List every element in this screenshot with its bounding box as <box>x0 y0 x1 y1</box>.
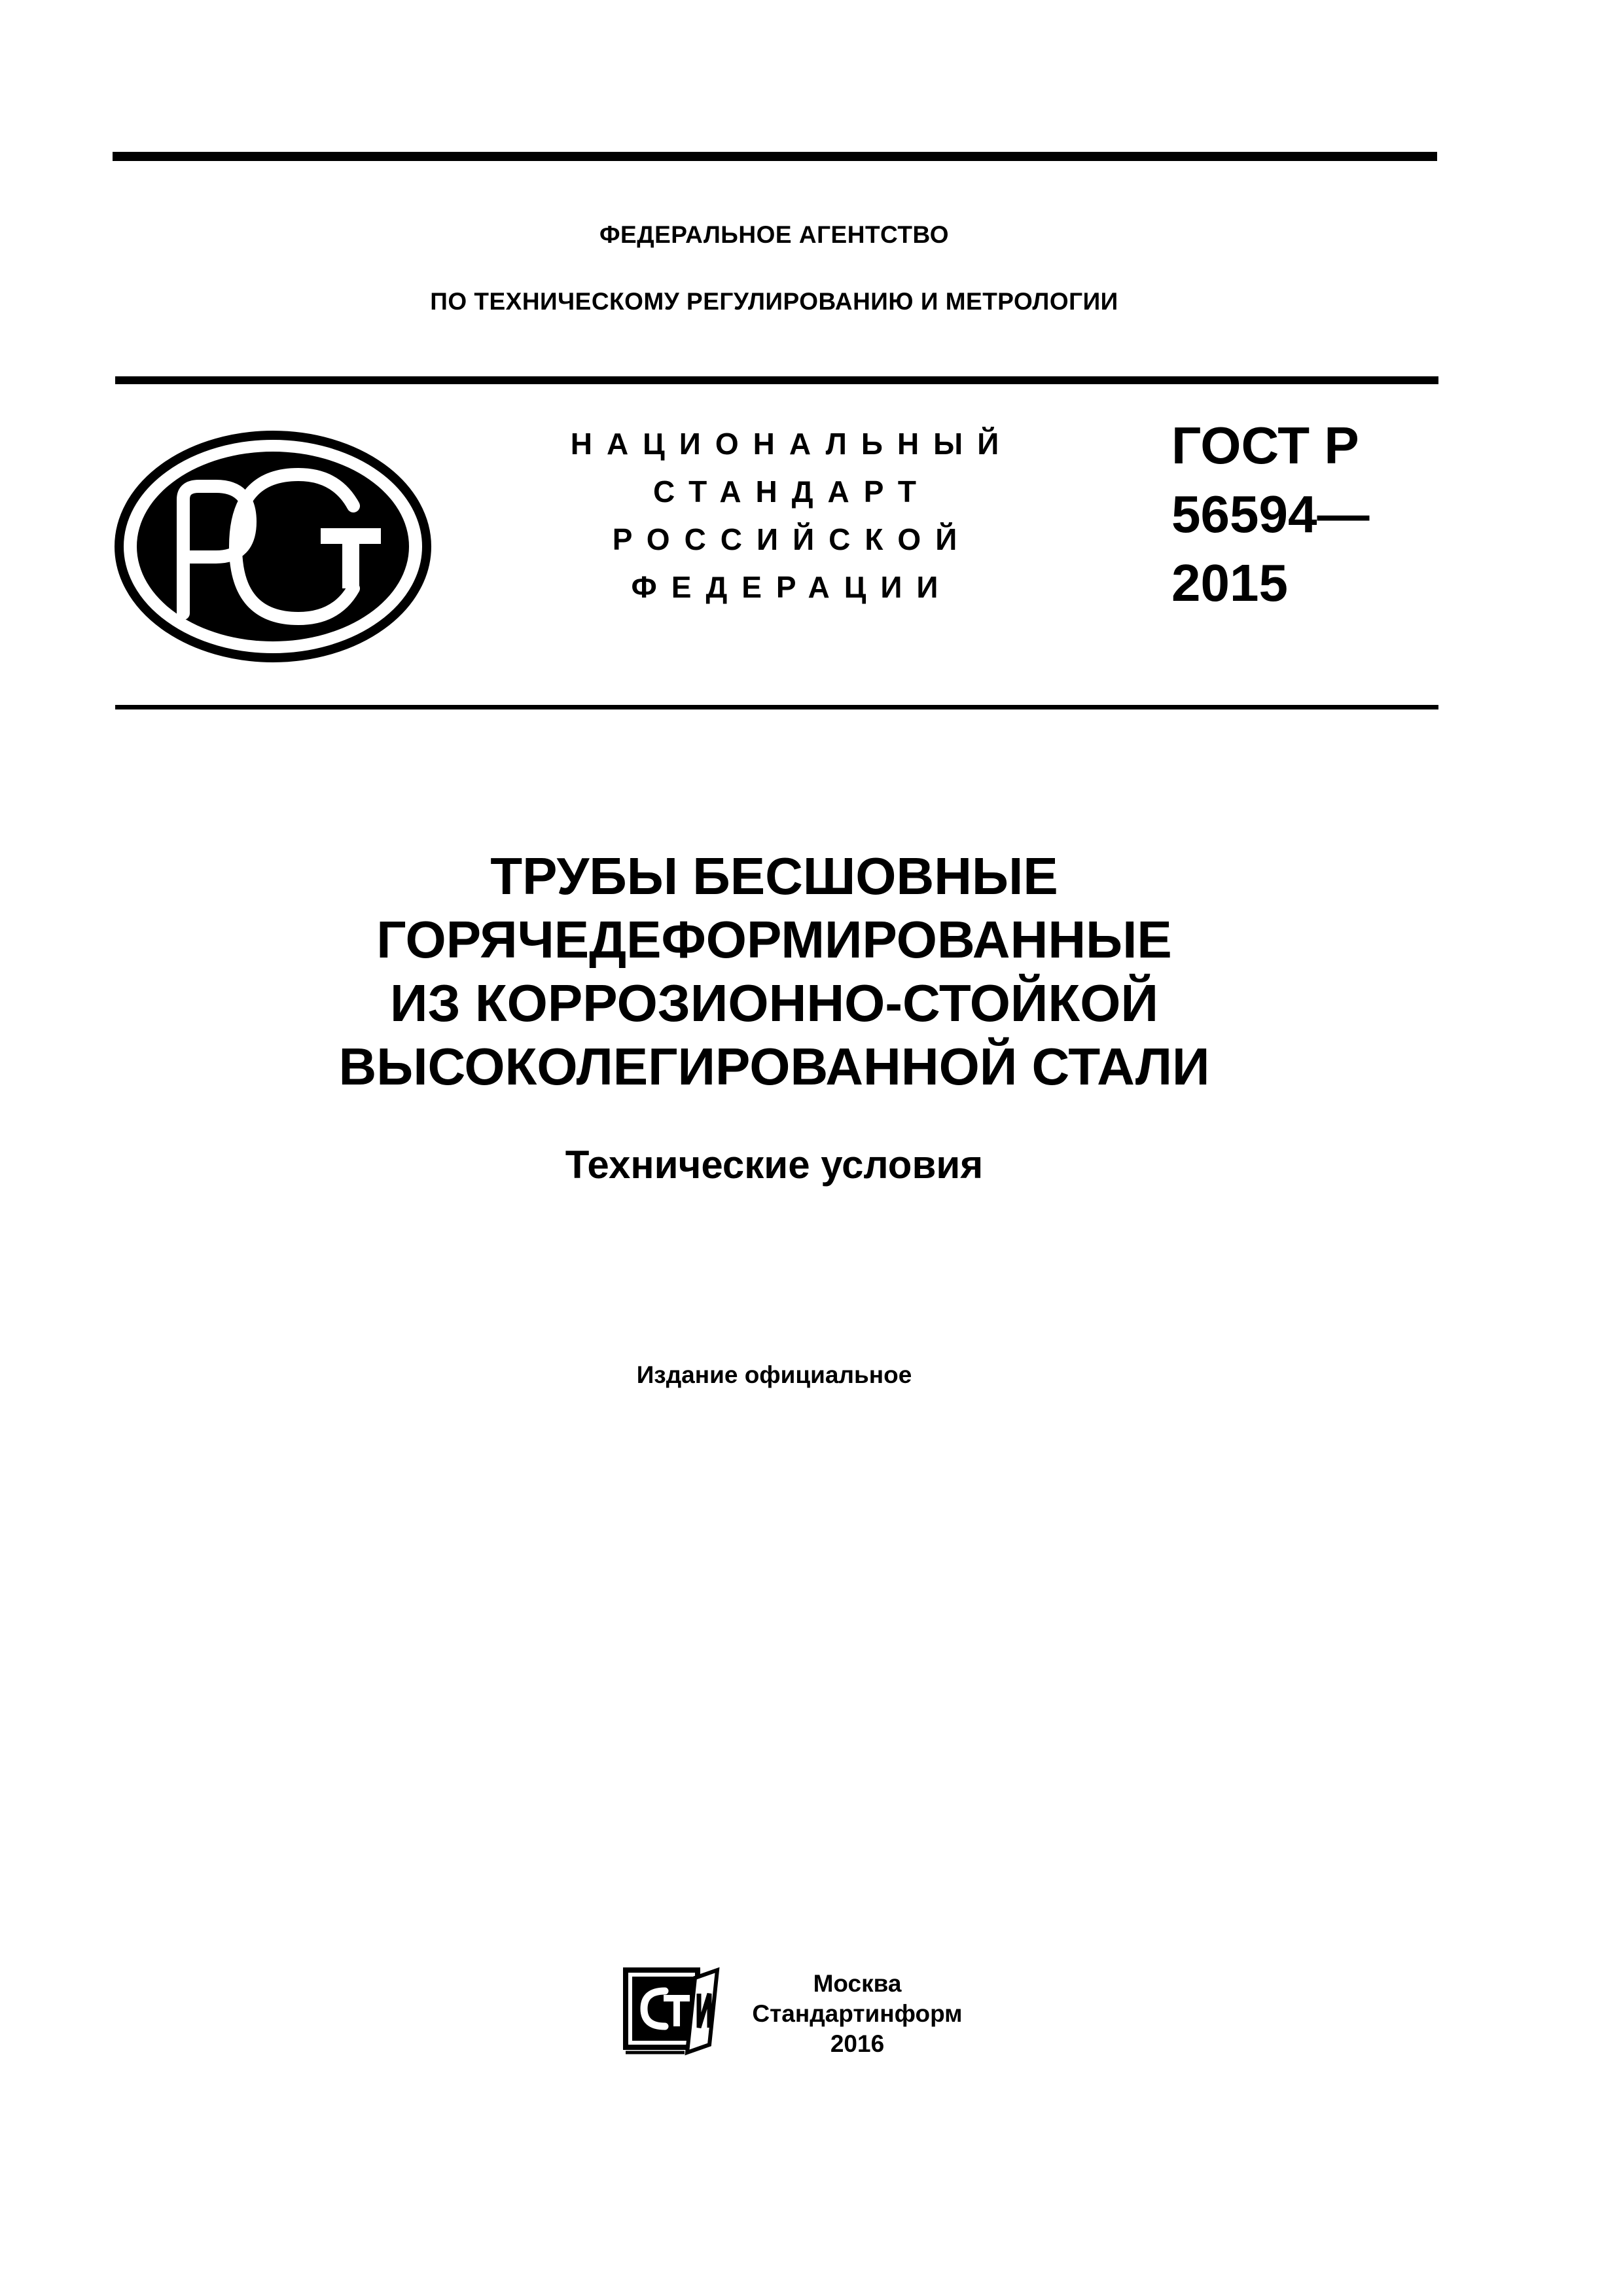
top-rule <box>113 152 1437 161</box>
title-line2: ГОРЯЧЕДЕФОРМИРОВАННЫЕ <box>376 910 1172 969</box>
designation-line3: 2015 <box>1171 554 1288 612</box>
publisher-city: Москва <box>813 1970 902 1997</box>
standard-designation <box>1171 411 1369 617</box>
publication-year: 2016 <box>830 2030 885 2057</box>
publisher-name: Стандартинформ <box>752 2000 963 2027</box>
title-line3: ИЗ КОРРОЗИОННО-СТОЙКОЙ <box>390 974 1158 1032</box>
standard-type-line2: СТАНДАРТ <box>653 475 931 509</box>
document-subtitle: Технические условия <box>565 1143 984 1187</box>
title-line4: ВЫСОКОЛЕГИРОВАННОЙ СТАЛИ <box>338 1037 1210 1096</box>
middle-rule <box>115 376 1438 384</box>
agency-name-line2: ПО ТЕХНИЧЕСКОМУ РЕГУЛИРОВАНИЮ И МЕТРОЛОГИИ <box>430 288 1118 315</box>
title-line1: ТРУБЫ БЕСШОВНЫЕ <box>490 847 1058 905</box>
standard-type-line1: НАЦИОНАЛЬНЫЙ <box>570 427 1014 461</box>
designation-line2: 56594— <box>1171 485 1370 543</box>
standartinform-logo-icon <box>622 1965 726 2056</box>
publisher-imprint <box>740 1969 975 2059</box>
document-title <box>0 844 1548 1098</box>
agency-name-line1: ФЕДЕРАЛЬНОЕ АГЕНТСТВО <box>599 221 950 248</box>
edition-note: Издание официальное <box>636 1361 912 1388</box>
standard-type-line3: РОССИЙСКОЙ <box>612 522 972 556</box>
lower-rule <box>115 705 1438 709</box>
standard-type-line4: ФЕДЕРАЦИИ <box>631 570 953 604</box>
designation-line1: ГОСТ Р <box>1171 416 1359 475</box>
rst-certification-mark-icon <box>113 429 433 664</box>
